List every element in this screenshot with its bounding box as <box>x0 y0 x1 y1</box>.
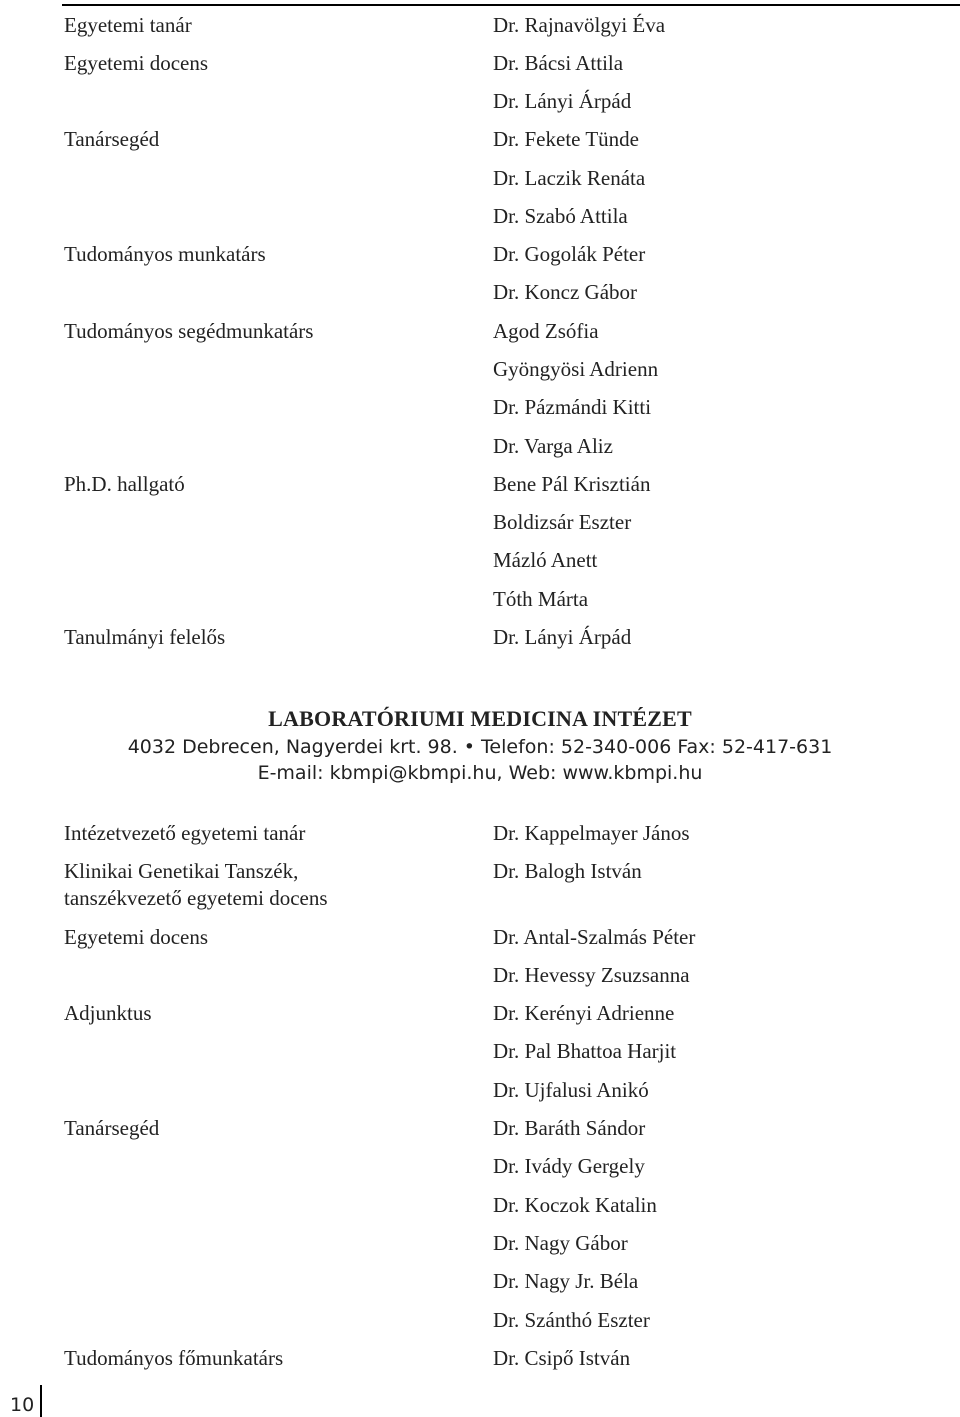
role-label: Adjunktus <box>64 1001 152 1025</box>
staff-row <box>0 1224 960 1262</box>
staff-name: Dr. Nagy Gábor <box>493 1231 628 1255</box>
staff-name: Dr. Fekete Tünde <box>493 127 639 151</box>
role-label: Egyetemi docens <box>64 51 209 75</box>
staff-name: Dr. Ujfalusi Anikó <box>493 1078 649 1102</box>
staff-row <box>0 120 960 158</box>
role-label: Egyetemi tanár <box>64 13 192 37</box>
staff-name: Dr. Hevessy Zsuzsanna <box>493 963 690 987</box>
staff-row <box>0 1301 960 1339</box>
role-label-line2: tanszékvezető egyetemi docens <box>64 886 328 910</box>
staff-name: Agod Zsófia <box>493 319 599 343</box>
role-label: Tudományos főmunkatárs <box>64 1346 284 1370</box>
staff-name: Dr. Pal Bhattoa Harjit <box>493 1039 677 1063</box>
role-label: Tanulmányi felelős <box>64 625 226 649</box>
role-label: Ph.D. hallgató <box>64 472 185 496</box>
staff-row <box>0 1147 960 1185</box>
staff-row <box>0 427 960 465</box>
role-label: Klinikai Genetikai Tanszék, <box>64 859 299 883</box>
institute-contact: E-mail: kbmpi@kbmpi.hu, Web: www.kbmpi.hu <box>257 762 703 784</box>
staff-name: Dr. Varga Aliz <box>493 434 613 458</box>
staff-row <box>0 235 960 273</box>
staff-name: Dr. Lányi Árpád <box>493 89 632 113</box>
staff-name: Dr. Ivády Gergely <box>493 1154 645 1178</box>
staff-row <box>0 1339 960 1377</box>
staff-row <box>0 541 960 579</box>
staff-row <box>0 1262 960 1300</box>
page-number-rule <box>40 1385 42 1417</box>
staff-name: Dr. Baráth Sándor <box>493 1116 646 1140</box>
staff-row <box>0 82 960 120</box>
staff-row <box>0 350 960 388</box>
staff-name: Dr. Pázmándi Kitti <box>493 395 652 419</box>
institute-address: 4032 Debrecen, Nagyerdei krt. 98. • Telefon: 52-340-006 Fax: 52-417-631 <box>127 736 833 758</box>
staff-name: Boldizsár Eszter <box>493 510 632 534</box>
staff-row <box>0 918 960 956</box>
staff-row <box>0 956 960 994</box>
staff-name: Dr. Kappelmayer János <box>493 821 690 845</box>
staff-row <box>0 580 960 618</box>
staff-name: Bene Pál Krisztián <box>493 472 651 496</box>
staff-row <box>0 6 960 44</box>
staff-name: Dr. Gogolák Péter <box>493 242 646 266</box>
staff-row <box>0 618 960 656</box>
staff-row <box>0 197 960 235</box>
staff-name: Dr. Szabó Attila <box>493 204 628 228</box>
staff-row <box>0 852 960 912</box>
staff-name: Dr. Nagy Jr. Béla <box>493 1269 639 1293</box>
staff-row <box>0 1032 960 1070</box>
staff-row <box>0 388 960 426</box>
page-number: 10 <box>10 1394 35 1416</box>
role-label: Tanársegéd <box>64 127 160 151</box>
staff-name: Gyöngyösi Adrienn <box>493 357 659 381</box>
staff-row <box>0 1186 960 1224</box>
staff-name: Mázló Anett <box>493 548 598 572</box>
staff-row <box>0 44 960 82</box>
staff-name: Dr. Koncz Gábor <box>493 280 638 304</box>
staff-name: Dr. Laczik Renáta <box>493 166 646 190</box>
staff-row <box>0 273 960 311</box>
role-label: Egyetemi docens <box>64 925 209 949</box>
staff-row <box>0 1109 960 1147</box>
role-label: Tanársegéd <box>64 1116 160 1140</box>
role-label: Intézetvezető egyetemi tanár <box>64 821 306 845</box>
staff-row <box>0 814 960 852</box>
staff-name: Tóth Márta <box>493 587 589 611</box>
staff-row <box>0 465 960 503</box>
staff-name: Dr. Bácsi Attila <box>493 51 624 75</box>
staff-name: Dr. Szánthó Eszter <box>493 1308 650 1332</box>
role-label: Tudományos segédmunkatárs <box>64 319 314 343</box>
staff-name: Dr. Antal-Szalmás Péter <box>493 925 696 949</box>
staff-name: Dr. Koczok Katalin <box>493 1193 657 1217</box>
staff-name: Dr. Kerényi Adrienne <box>493 1001 675 1025</box>
institute-title: LABORATÓRIUMI MEDICINA INTÉZET <box>268 706 692 731</box>
staff-name: Dr. Rajnavölgyi Éva <box>493 13 666 37</box>
staff-name: Dr. Lányi Árpád <box>493 625 632 649</box>
staff-name: Dr. Balogh István <box>493 859 642 883</box>
staff-row <box>0 159 960 197</box>
staff-name: Dr. Csipő István <box>493 1346 631 1370</box>
staff-row <box>0 1071 960 1109</box>
staff-row <box>0 312 960 350</box>
staff-row <box>0 503 960 541</box>
staff-row <box>0 994 960 1032</box>
role-label: Tudományos munkatárs <box>64 242 266 266</box>
